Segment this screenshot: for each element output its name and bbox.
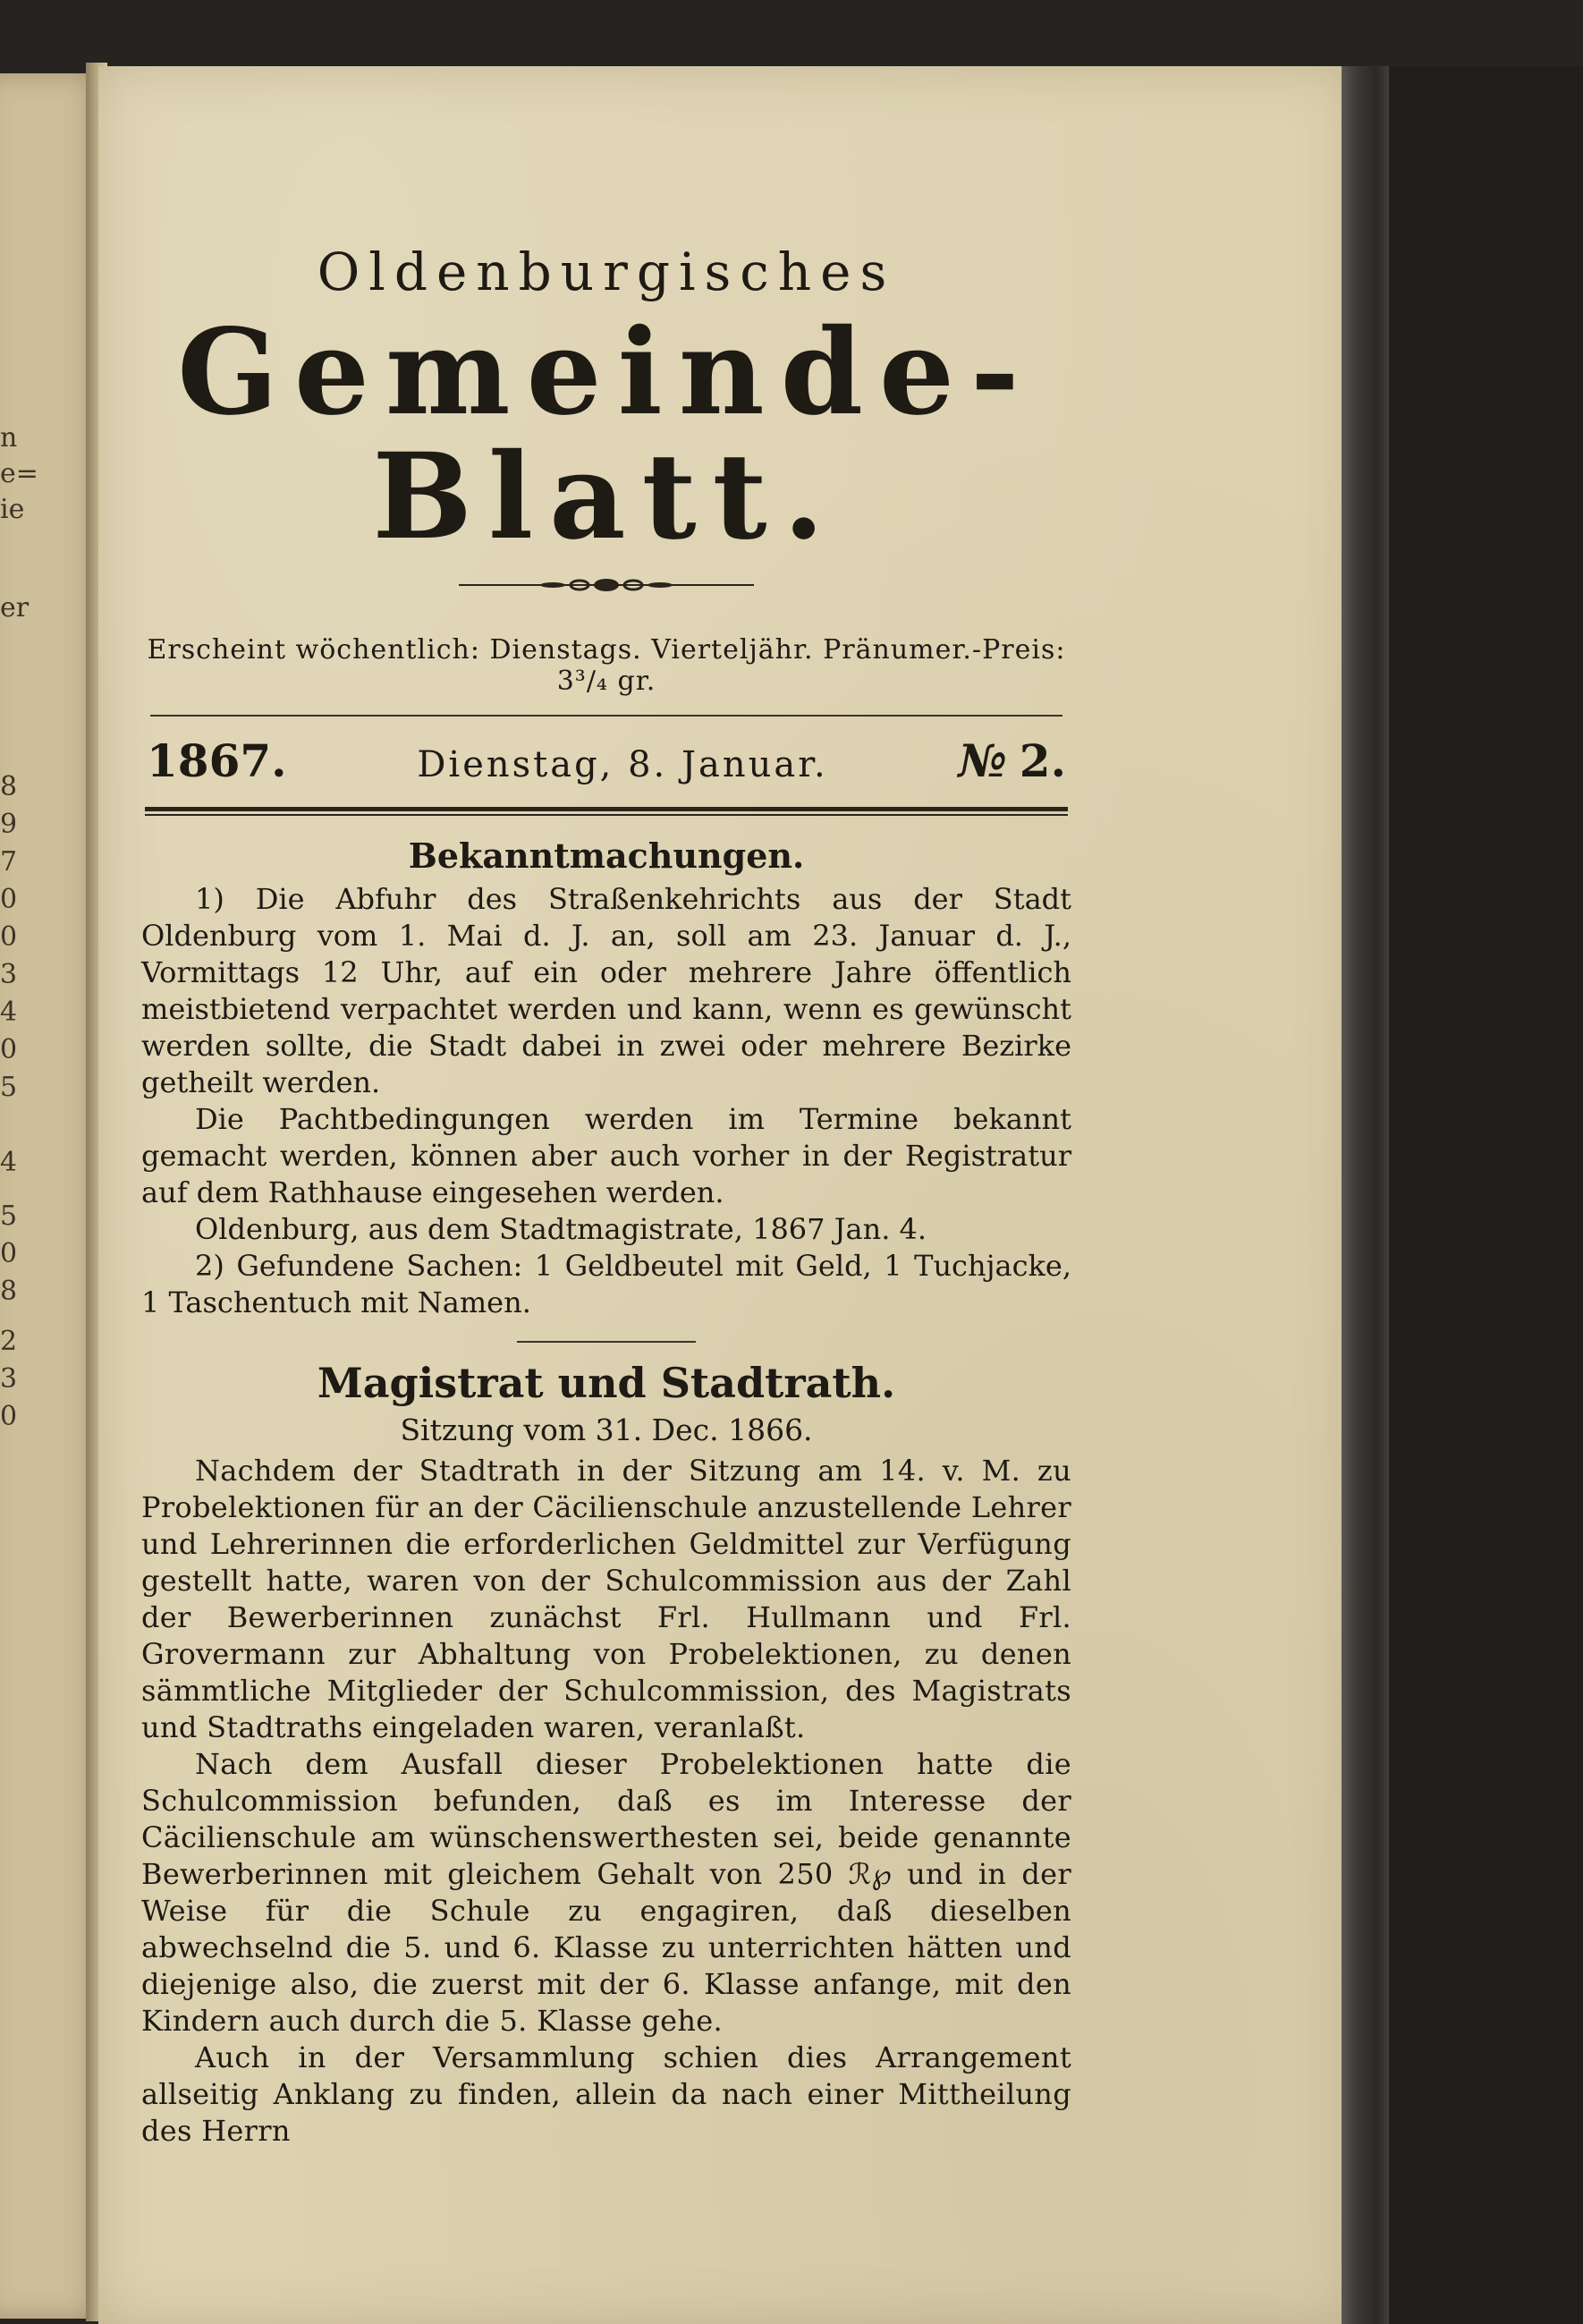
issue-number: 2.: [1019, 734, 1066, 788]
left-fragment: 3: [0, 1363, 18, 1395]
left-fragment: ie: [0, 494, 25, 525]
book-cover-edge: [1342, 66, 1391, 2324]
issue-date: Dienstag, 8. Januar.: [417, 744, 828, 786]
left-fragment: n: [0, 422, 18, 454]
left-fragment: 8: [0, 771, 18, 802]
issue-number-prefix: №: [958, 734, 1007, 788]
dateline-rule: [145, 807, 1068, 816]
scanner-background: [1389, 66, 1583, 2324]
issue-number-block: [958, 734, 1066, 787]
left-fragment: 5: [0, 1200, 18, 1232]
page-content: [141, 242, 1071, 2150]
left-fragment: 7: [0, 846, 18, 878]
left-fragment: 3: [0, 959, 18, 990]
left-fragment: e=: [0, 458, 38, 489]
article-paragraph: Nach dem Ausfall dieser Probelektionen hatte die Schulcommission befunden, daß es im Interesse der Cäcilienschule am wünschenswerthesten sei, beide genannte Bewerberinnen mit gleichem Gehalt von 250 ℛ℘ und in der Weise für die Schule zu engagiren, daß dieselben abwechselnd die 5. und 6. Klasse zu unterrichten hätten und diejenige also, die zuerst mit der 6. Klasse anfange, mit den Kindern auch durch die 5. Klasse gehe.: [141, 1747, 1071, 2039]
left-fragment: 9: [0, 809, 18, 840]
left-fragment: 0: [0, 884, 18, 915]
section-separator: [517, 1341, 696, 1343]
left-fragment: 0: [0, 921, 18, 953]
section-title-magistrate: Magistrat und Stadtrath.: [317, 1359, 896, 1408]
left-fragment: 8: [0, 1276, 18, 1307]
dateline: [147, 734, 1066, 787]
announcement-paragraph: Oldenburg, aus dem Stadtmagistrate, 1867 Jan. 4.: [195, 1212, 927, 1247]
left-fragment: 0: [0, 1034, 18, 1065]
masthead-rule: [150, 715, 1062, 717]
masthead-title: Gemeinde-Blatt.: [177, 303, 1036, 566]
left-fragment: 2: [0, 1326, 18, 1357]
session-date: Sitzung vom 31. Dec. 1866.: [400, 1412, 813, 1448]
left-fragment: 5: [0, 1072, 18, 1103]
section-title-announcements: Bekanntmachungen.: [408, 835, 805, 877]
issue-year: 1867.: [147, 734, 287, 788]
left-fragment: 0: [0, 1238, 18, 1269]
announcement-paragraph: 1) Die Abfuhr des Straßenkehrichts aus der Stadt Oldenburg vom 1. Mai d. J. an, soll am 23. Januar d. J., Vormittags 12 Uhr, auf ein oder mehrere Jahre öffentlich meistbietend verpachtet werden und kann, wenn es gewünscht werden sollte, die Stadt dabei in zwei oder mehrere Bezirke getheilt werden.: [141, 882, 1071, 1100]
ornament-divider: [459, 575, 754, 595]
masthead-pretitle: Oldenburgisches: [317, 242, 896, 302]
masthead-subtitle: Erscheint wöchentlich: Dienstags. Vierteljähr. Pränumer.-Preis: 3³/₄ gr.: [147, 634, 1066, 698]
left-fragment: 0: [0, 1401, 18, 1432]
announcement-paragraph: Die Pachtbedingungen werden im Termine bekannt gemacht werden, können aber auch vorher in der Registratur auf dem Rathhause eingesehen werden.: [141, 1102, 1071, 1210]
left-fragment: 4: [0, 1147, 18, 1178]
left-fragment: er: [0, 592, 30, 623]
article-paragraph: Auch in der Versammlung schien dies Arrangement allseitig Anklang zu finden, allein da nach einer Mittheilung des Herrn: [141, 2040, 1071, 2149]
left-fragment: 4: [0, 997, 18, 1028]
article-paragraph: Nachdem der Stadtrath in der Sitzung am 14. v. M. zu Probelektionen für an der Cäcilienschule anzustellende Lehrer und Lehrerinnen die erforderlichen Geldmittel zur Verfügung gestellt hatte, waren von der Schulcommission aus der Zahl der Bewerberinnen zunächst Frl. Hullmann und Frl. Grovermann zur Abhaltung von Probelektionen, zu denen sämmtliche Mitglieder der Schulcommission, des Magistrats und Stadtraths eingeladen waren, veranlaßt.: [141, 1454, 1071, 1745]
announcement-paragraph: 2) Gefundene Sachen: 1 Geldbeutel mit Geld, 1 Tuchjacke, 1 Taschentuch mit Namen.: [141, 1249, 1071, 1320]
